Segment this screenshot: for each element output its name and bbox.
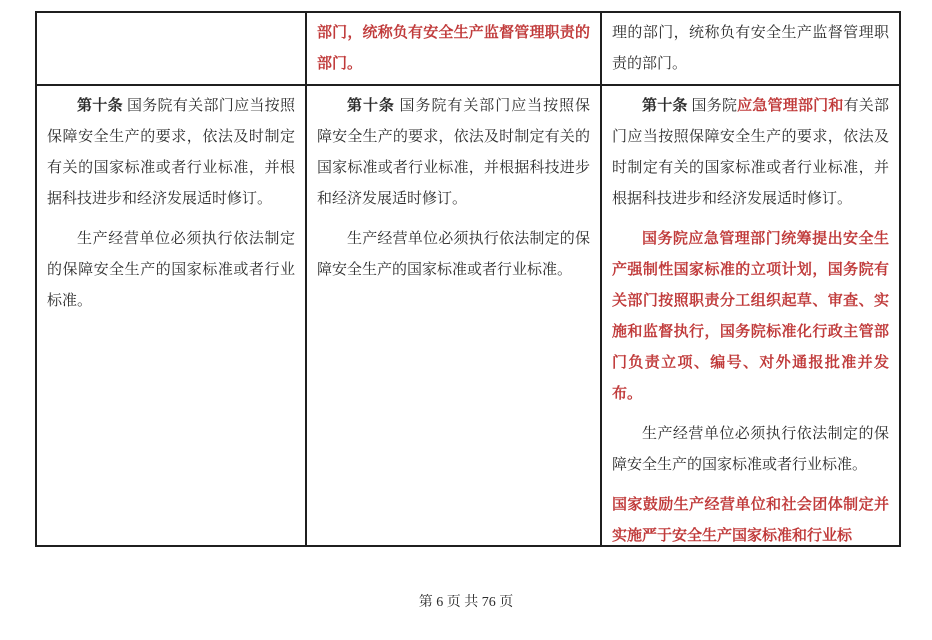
paragraph xyxy=(612,224,889,410)
table-cell-row1-col1 xyxy=(37,13,307,86)
paragraph xyxy=(317,91,590,215)
law-text: 国务院有关部门应当按照保障安全生产的要求，依法及时制定有关的国家标准或者行业标准，并根据科技进步和经济发展适时修订。 xyxy=(47,98,295,207)
law-text: 生产经营单位必须执行依法制定的保障安全生产的国家标准或者行业标准。 xyxy=(317,231,590,278)
law-text: 生产经营单位必须执行依法制定的保障安全生产的国家标准或者行业标准。 xyxy=(47,231,295,309)
law-text: 生产经营单位必须执行依法制定的保障安全生产的国家标准或者行业标准。 xyxy=(612,426,889,473)
law-text: 国务院有关部门应当按照保障安全生产的要求，依法及时制定有关的国家标准或者行业标准，并根据科技进步和经济发展适时修订。 xyxy=(317,98,590,207)
law-text: 理的部门，统称负有安全生产监督管理职责的部门。 xyxy=(612,25,889,72)
law-comparison-table xyxy=(35,11,901,547)
table-cell-row1-col2 xyxy=(307,13,602,86)
page-footer xyxy=(0,593,932,613)
revision-marked-text: 应急管理部门和 xyxy=(737,98,844,114)
paragraph xyxy=(317,224,590,286)
law-text: 第十条 xyxy=(642,98,688,114)
paragraph xyxy=(612,18,889,80)
revision-marked-text: 部门，统称负有安全生产监督管理职责的部门。 xyxy=(317,25,590,72)
table-cell-row2-col3 xyxy=(602,86,899,545)
paragraph xyxy=(612,91,889,215)
revision-marked-text: 国务院应急管理部门统筹提出安全生产强制性国家标准的立项计划，国务院有关部门按照职责分工组织起草、审查、实施和监督执行，国务院标准化行政主管部门负责立项、编号、对外通报批准并发布。 xyxy=(612,231,889,402)
paragraph xyxy=(47,91,295,215)
law-text: 有关部门应当按照保障安全生产的要求，依法及时制定有关的国家标准或者行业标准，并根据科技进步和经济发展适时修订。 xyxy=(612,98,889,207)
paragraph xyxy=(47,224,295,317)
law-text: 第十条 xyxy=(77,98,123,114)
table-cell-row1-col3 xyxy=(602,13,899,86)
paragraph xyxy=(612,419,889,481)
page-indicator: 第 6 页 共 76 页 xyxy=(418,595,514,610)
table-cell-row2-col1 xyxy=(37,86,307,545)
table-cell-row2-col2 xyxy=(307,86,602,545)
law-text: 第十条 xyxy=(347,98,395,114)
paragraph xyxy=(317,18,590,80)
revision-marked-text: 国家鼓励生产经营单位和社会团体制定并实施严于安全生产国家标准和行业标 xyxy=(612,497,889,544)
law-text: 国务院 xyxy=(687,98,738,114)
paragraph xyxy=(612,490,889,545)
